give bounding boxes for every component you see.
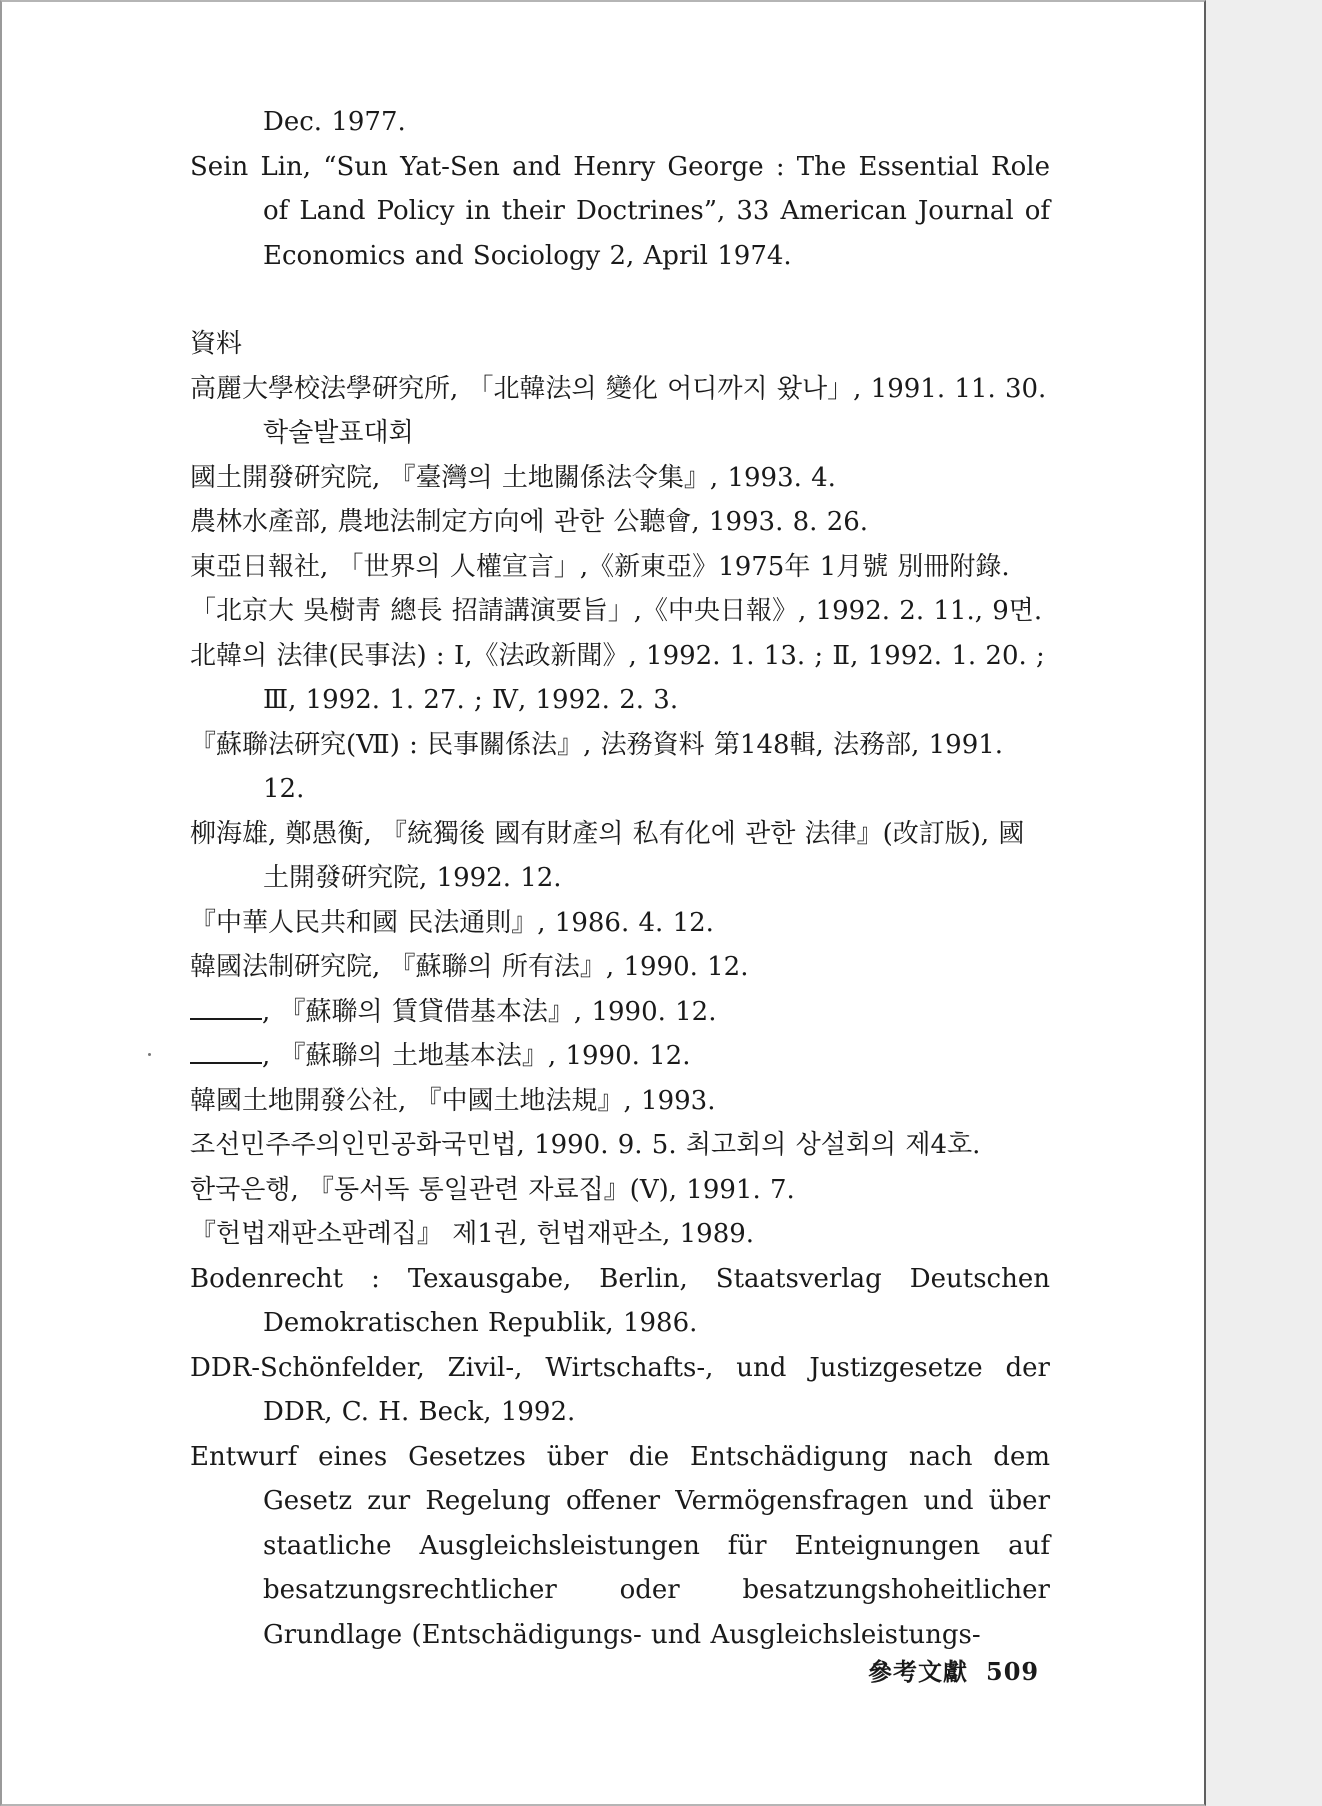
bib-entry: Sein Lin, “Sun Yat-Sen and Henry George : The Essential Role of Land Policy in their Doctrines”, 33 American Journal of Economics and Sociology 2, April 1974.	[190, 151, 1050, 271]
bib-entry: 東亞日報社, 「世界의 人權宣言」,《新東亞》1975年 1月號 別冊附錄.	[190, 551, 1010, 582]
bib-entry: DDR-Schönfelder, Zivil-, Wirtschafts-, und Justizgesetze der DDR, C. H. Beck, 1992.	[190, 1352, 1050, 1427]
page-footer	[868, 1652, 1039, 1687]
bib-entry-text: , 『蘇聯의 賃貸借基本法』, 1990. 12.	[262, 996, 717, 1027]
bib-entry: 『헌법재판소판례집』 제1권, 헌법재판소, 1989.	[190, 1219, 755, 1249]
bib-entry: Entwurf eines Gesetzes über die Entschädigung nach dem Gesetz zur Regelung offener Vermögensfragen und über staatliche Ausgleichsleistungen für Enteignungen auf besatzungsrechtlicher oder besatzungshoheitlicher Grundlage (Entschädigungs- und Ausgleichsleistungs-	[190, 1441, 1050, 1650]
page-number: 509	[986, 1657, 1040, 1686]
bib-entry: 高麗大學校法學硏究所, 「北韓法의 變化 어디까지 왔나」, 1991. 11. 30. 학술발표대회	[190, 373, 1047, 448]
section-heading: 資料	[190, 329, 243, 359]
bib-entry: 『中華人民共和國 民法通則』, 1986. 4. 12.	[190, 907, 714, 938]
viewer-gutter	[1206, 0, 1322, 1806]
bib-entry: 韓國法制硏究院, 『蘇聯의 所有法』, 1990. 12.	[190, 952, 749, 982]
bib-entry-text: , 『蘇聯의 土地基本法』, 1990. 12.	[262, 1041, 691, 1071]
bib-entry: Dec. 1977.	[263, 107, 406, 137]
bib-entry: 「北京大 吳樹靑 總長 招請講演要旨」,《中央日報》, 1992. 2. 11., 9면.	[190, 596, 1043, 626]
scan-speck	[148, 1053, 151, 1056]
bib-entry: 國土開發硏究院, 『臺灣의 土地關係法令集』, 1993. 4.	[190, 462, 836, 493]
bibliography-text	[190, 100, 1050, 1657]
bib-entry: 農林水產部, 農地法制定方向에 관한 公聽會, 1993. 8. 26.	[190, 507, 869, 537]
footer-section-title: 參考文獻	[868, 1657, 968, 1686]
bib-entry: 조선민주주의인민공화국민법, 1990. 9. 5. 최고회의 상설회의 제4호.	[190, 1130, 981, 1160]
ditto-blank	[190, 1042, 262, 1064]
bib-entry: 韓國土地開發公社, 『中國土地法規』, 1993.	[190, 1085, 716, 1116]
bib-entry: 『蘇聯法硏究(Ⅶ) : 民事關係法』, 法務資料 第148輯, 法務部, 1991. 12.	[190, 729, 1004, 804]
bib-entry: 한국은행, 『동서독 통일관련 자료집』(V), 1991. 7.	[190, 1174, 795, 1205]
bib-entry: Bodenrecht : Texausgabe, Berlin, Staatsverlag Deutschen Demokratischen Republik, 1986.	[190, 1263, 1050, 1338]
bib-entry-ditto	[190, 1034, 1050, 1079]
bib-entry-ditto	[190, 990, 1050, 1035]
bib-entry: 北韓의 法律(民事法) : Ⅰ,《法政新聞》, 1992. 1. 13. ; Ⅱ, 1992. 1. 20. ; Ⅲ, 1992. 1. 27. ; Ⅳ, 1992. 2. 3.	[190, 640, 1045, 715]
ditto-blank	[190, 998, 262, 1020]
bib-entry: 柳海雄, 鄭愚衡, 『統獨後 國有財產의 私有化에 관한 法律』(改訂版), 國土開發硏究院, 1992. 12.	[190, 818, 1025, 893]
